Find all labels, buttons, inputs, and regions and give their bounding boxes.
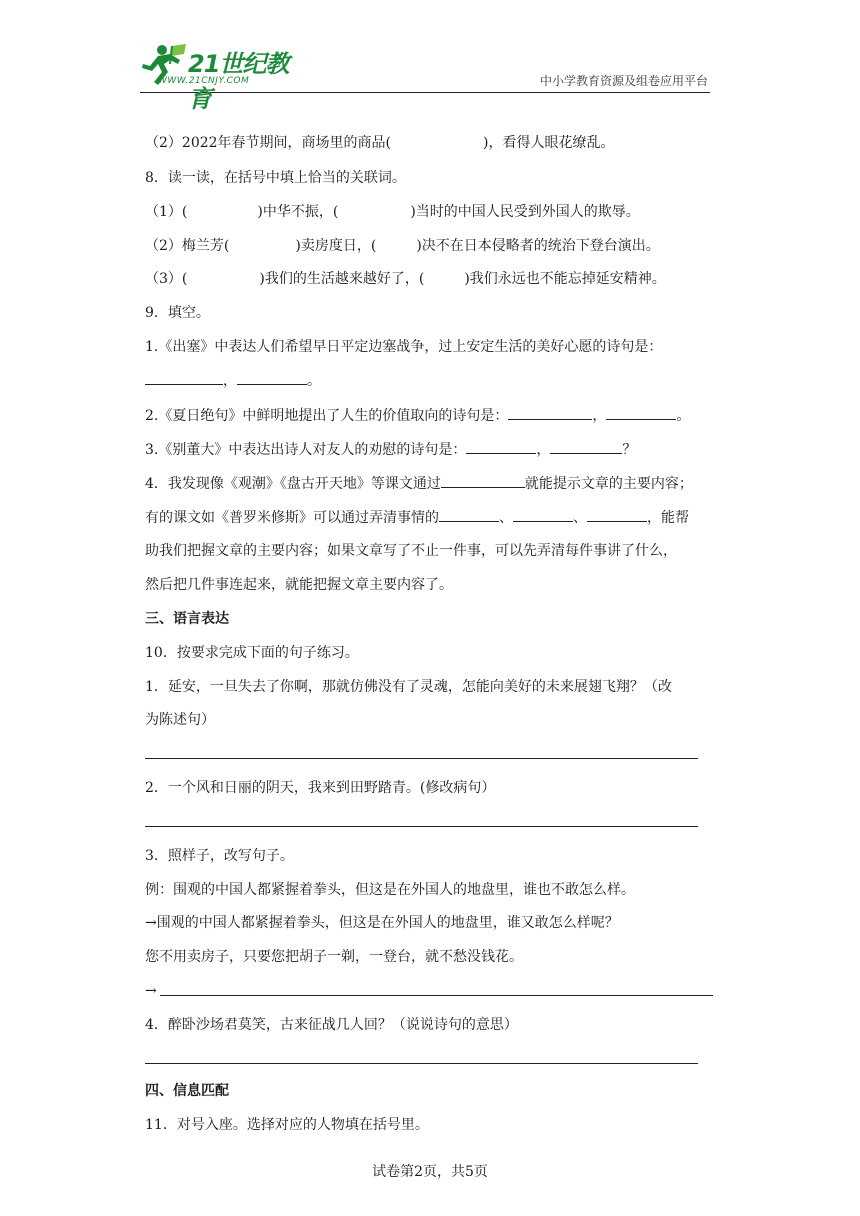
section-4-title: 四、信息匹配	[145, 1083, 229, 1099]
q9-item4-blank-4[interactable]	[587, 507, 647, 522]
q8-item1-text-b: )中华不振，(	[257, 204, 339, 220]
q9-item3-text: 3.《别董大》中表达出诗人对友人的劝慰的诗句是：	[145, 442, 467, 458]
q9-item4-blank-2[interactable]	[439, 507, 499, 522]
q9-item4-line1	[145, 473, 693, 494]
q9-item3-sep: ，	[536, 442, 551, 458]
q10-prompt: 您不用卖房子，只要您把胡子一剃，一登台，就不愁没钱花。	[145, 949, 523, 965]
q7-item2-text-b: )，看得人眼花缭乱。	[483, 135, 615, 151]
q9-item3-blank-2[interactable]	[550, 439, 622, 454]
q8-item-2	[145, 236, 660, 256]
q9-item1-sep: ，	[223, 373, 237, 389]
q9-item4-text-a: 4．我发现像《观潮》《盘古开天地》等课文通过	[145, 476, 441, 492]
q9-item4-text-b: 就能提示文章的主要内容；	[524, 476, 693, 492]
q9-item2-blank-1[interactable]	[508, 405, 592, 420]
q10-item-4: 4．醉卧沙场君莫笑，古来征战几人回？（说说诗句的意思）	[145, 1017, 518, 1033]
q7-item-2	[145, 133, 614, 153]
q10-item-3: 3．照样子，改写句子。	[145, 848, 294, 864]
q8-item1-text-c: )当时的中国人民受到外国人的欺辱。	[410, 204, 640, 220]
q9-item1-line1: 1.《出塞》中表达人们希望早日平定边塞战争，过上安定生活的美好心愿的诗句是：	[145, 339, 663, 355]
q9-item4-blank-3[interactable]	[513, 507, 573, 522]
q9-item4-line4: 然后把几件事连起来，就能把握文章主要内容了。	[145, 577, 453, 593]
q10-title: 10．按要求完成下面的句子练习。	[145, 645, 359, 661]
q10-item1-answer-line[interactable]	[145, 758, 698, 759]
q8-item2-text-b: )卖房度日，(	[295, 238, 377, 254]
q9-item1-blank-1[interactable]	[145, 370, 223, 385]
q9-item4-blank-1[interactable]	[441, 473, 525, 488]
q10-item1-line1: 1．延安，一旦失去了你啊，那就仿佛没有了灵魂，怎能向美好的未来展翅飞翔？（改	[145, 679, 672, 695]
q10-example-2: →围观的中国人都紧握着拳头，但这是在外国人的地盘里，谁又敢怎么样呢？	[145, 915, 619, 931]
q9-item1-line2	[145, 370, 321, 391]
q10-arrow: →	[145, 983, 157, 999]
q10-item4-answer-line[interactable]	[145, 1063, 698, 1064]
q8-item3-text-b: )我们的生活越来越好了，(	[259, 271, 425, 287]
q9-item4-line3: 助我们把握文章的主要内容；如果文章写了不止一件事，可以先弄清每件事讲了什么，	[145, 543, 677, 559]
q9-title: 9．填空。	[145, 305, 210, 321]
q8-item1-text-a: （1）(	[145, 204, 188, 220]
q8-item-1	[145, 202, 640, 222]
page-header	[140, 40, 710, 113]
q9-item2-sep: ，	[592, 408, 607, 424]
q9-item4-sep1: 、	[499, 510, 513, 526]
q9-item1-blank-2[interactable]	[237, 370, 307, 385]
q8-title: 8．读一读，在括号中填上恰当的关联词。	[145, 170, 406, 186]
q8-item2-text-a: （2）梅兰芳(	[145, 238, 230, 254]
q9-item-2	[145, 405, 690, 426]
q10-item1-line2: 为陈述句）	[145, 712, 215, 728]
q8-item3-text-a: （3）(	[145, 271, 188, 287]
q10-item2-answer-line[interactable]	[145, 826, 698, 827]
logo-url: WWW.21CNJY.COM	[158, 76, 250, 86]
q7-item2-text-a: （2）2022年春节期间，商场里的商品(	[145, 135, 391, 151]
q9-item4-line2	[145, 507, 689, 528]
q9-item2-text: 2.《夏日绝句》中鲜明地提出了人生的价值取向的诗句是：	[145, 408, 509, 424]
q9-item4-text-c: 有的课文如《普罗米修斯》可以通过弄清事情的	[145, 510, 439, 526]
q9-item3-end: ？	[622, 442, 637, 458]
logo-text: 21世纪教育	[188, 50, 289, 113]
logo	[140, 42, 310, 113]
q10-item3-answer-line[interactable]	[160, 995, 713, 996]
page-footer: 试卷第2页，共5页	[372, 1164, 488, 1180]
q8-item2-text-c: )决不在日本侵略者的统治下登台演出。	[416, 238, 660, 254]
q11-title: 11．对号入座。选择对应的人物填在括号里。	[145, 1117, 429, 1133]
q8-item-3	[145, 269, 666, 289]
q9-item4-text-d: ，能帮	[647, 510, 689, 526]
q9-item3-blank-1[interactable]	[466, 439, 536, 454]
q9-item2-blank-2[interactable]	[606, 405, 676, 420]
platform-name: 中小学教育资源及组卷应用平台	[539, 74, 708, 88]
q10-item-2: 2．一个风和日丽的阴天，我来到田野踏青。(修改病句）	[145, 780, 496, 796]
q9-item4-sep2: 、	[573, 510, 587, 526]
q8-item3-text-c: )我们永远也不能忘掉延安精神。	[464, 271, 666, 287]
q9-item2-end: 。	[676, 408, 691, 424]
q9-item-3	[145, 439, 636, 460]
section-3-title: 三、语言表达	[145, 611, 229, 627]
q9-item1-end: 。	[307, 373, 321, 389]
q10-example-1: 例：围观的中国人都紧握着拳头，但这是在外国人的地盘里，谁也不敢怎么样。	[145, 882, 635, 898]
